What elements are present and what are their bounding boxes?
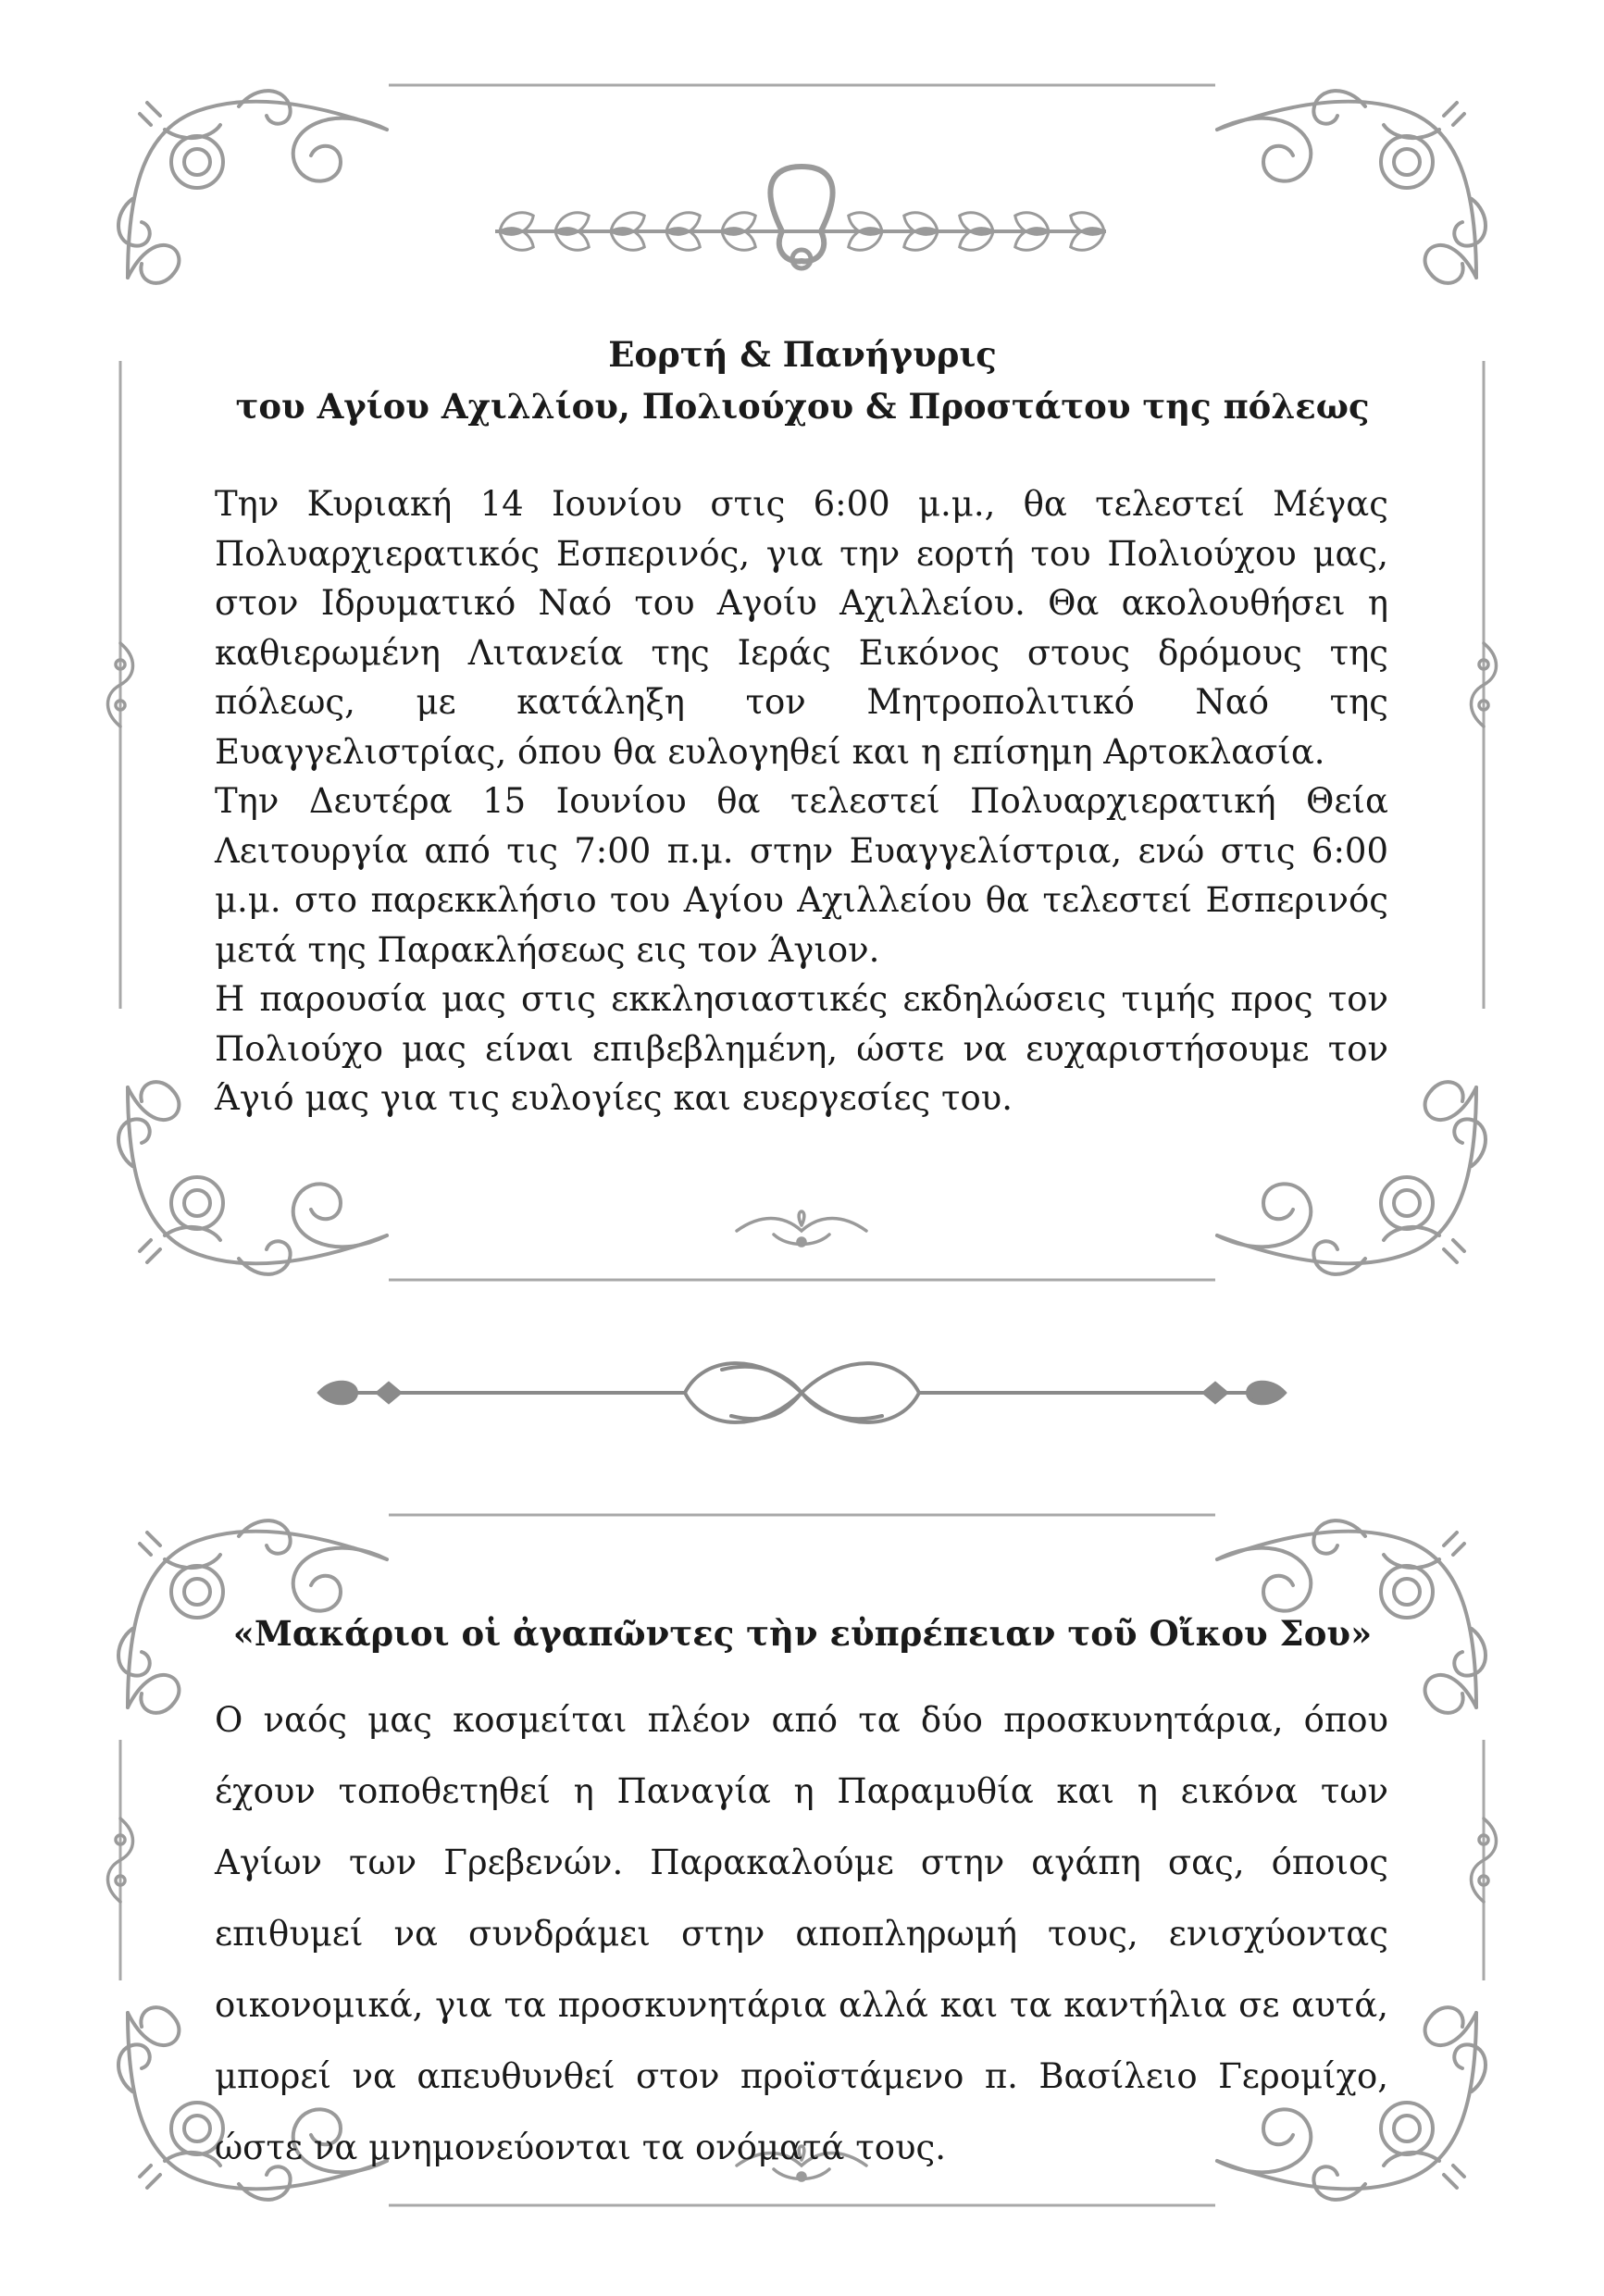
notice-1-title-line1: Εορτή & Πανήγυρις	[608, 334, 997, 375]
notice-1-title-line2: του Αγίου Αχιλλίου, Πολιούχου & Προστάτου της πόλεως	[235, 386, 1370, 427]
notice-1-paragraph-1: Την Κυριακή 14 Ιουνίου στις 6:00 μ.μ., θα τελεστεί Μέγας Πολυαρχιερατικός Εσπερινός, για την εορτή του Πολιούχου μας, στον Ιδρυματικό Ναό του Αγοίυ Αχιλλείου. Θα ακολουθήσει η καθιερωμένη Λιτανεία της Ιεράς Εικόνος στους δρόμους της πόλεως, με κατάληξη τον Μητροπολιτικό Ναό της Ευαγγελιστρίας, όπου θα ευλογηθεί και η επίσημη Αρτοκλασία.	[215, 484, 1388, 772]
notice-1-paragraph-2: Την Δευτέρα 15 Ιουνίου θα τελεστεί Πολυαρχιερατική Θεία Λειτουργία από τις 7:00 π.μ. στην Ευαγγελίστρια, ενώ στις 6:00 μ.μ. στο παρεκκλήσιο του Αγίου Αχιλλείου θα τελεστεί Εσπερινός μετά της Παρακλήσεως εις τον Άγιον.	[215, 781, 1388, 970]
notice-1	[215, 329, 1390, 432]
divider-ornament	[319, 1363, 1285, 1422]
notice-1-title	[215, 329, 1390, 432]
laurel-ornament	[495, 167, 1108, 268]
notice-2-paragraph-1: Ο ναός μας κοσμείται πλέον από τα δύο προσκυνητάρια, όπου έχουν τοποθετηθεί η Παναγία η Παραμυθία και η εικόνα των Αγίων των Γρεβενών. Παρακαλούμε στην αγάπη σας, όποιος επιθυμεί να συνδράμει στην αποπληρωμή τους, ενισχύοντας οικονομικά, για τα προσκυνητάρια αλλά και τα καντήλια σε αυτά, μπορεί να απευθυνθεί στον προϊστάμενο π. Βασίλειο Γερομίχο, ώστε να μνημονεύονται τα ονόματά τους.	[215, 1700, 1388, 2167]
notice-1-body	[215, 479, 1388, 1123]
notice-1-paragraph-3: Η παρουσία μας στις εκκλησιαστικές εκδηλώσεις τιμής προς τον Πολιούχο μας είναι επιβεβλημένη, ώστε να ευχαριστήσουμε τον Άγιό μας για τις ευλογίες και ευεργεσίες του.	[215, 979, 1388, 1118]
notice-2-title: «Μακάριοι οἱ ἀγαπῶντες τὴν εὐπρέπειαν τοῦ Οἴκου Σου»	[232, 1613, 1373, 1654]
notice-2	[215, 1607, 1390, 1659]
notice-2-body	[215, 1684, 1388, 2183]
